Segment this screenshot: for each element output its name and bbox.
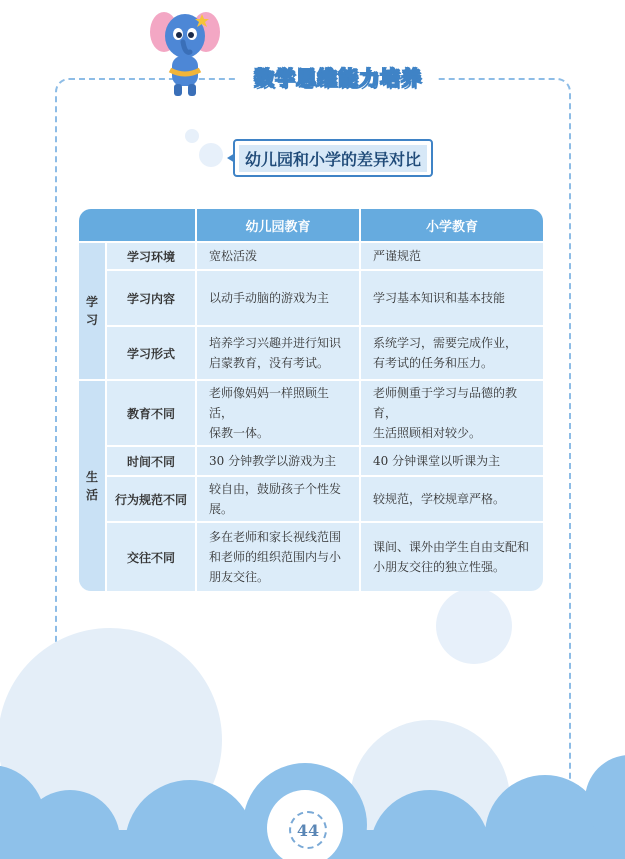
table-row	[79, 475, 543, 521]
bubble-decoration	[185, 129, 199, 143]
table-row	[79, 379, 543, 445]
kindergarten-cell: 多在老师和家长视线范围 和老师的组织范围内与小 朋友交往。	[197, 521, 361, 591]
header-primary: 小学教育	[361, 209, 543, 241]
header-kindergarten: 幼儿园教育	[197, 209, 361, 241]
section-title: 幼儿园和小学的差异对比	[239, 145, 427, 172]
primary-cell: 课间、课外由学生自由支配和 小朋友交往的独立性强。	[361, 521, 543, 591]
bubble-decoration	[199, 143, 223, 167]
page-number: 44	[289, 811, 327, 849]
kindergarten-cell: 以动手动脑的游戏为主	[197, 269, 361, 325]
kindergarten-cell: 培养学习兴趣并进行知识 启蒙教育，没有考试。	[197, 325, 361, 379]
elephant-mascot-icon	[150, 4, 220, 100]
primary-cell: 学习基本知识和基本技能	[361, 269, 543, 325]
primary-cell: 40 分钟课堂以听课为主	[361, 445, 543, 475]
kindergarten-cell: 老师像妈妈一样照顾生活， 保教一体。	[197, 379, 361, 445]
row-item: 学习内容	[107, 269, 197, 325]
group-label-study: 学 习	[79, 241, 107, 379]
series-banner	[238, 56, 438, 96]
primary-cell: 较规范，学校规章严格。	[361, 475, 543, 521]
row-item: 行为规范不同	[107, 475, 197, 521]
kindergarten-cell: 30 分钟教学以游戏为主	[197, 445, 361, 475]
primary-cell: 严谨规范	[361, 241, 543, 269]
kindergarten-cell: 宽松活泼	[197, 241, 361, 269]
table-header-row	[79, 209, 543, 241]
row-item: 学习环境	[107, 241, 197, 269]
table-row	[79, 445, 543, 475]
comparison-table	[79, 209, 543, 591]
header-corner	[79, 209, 197, 241]
primary-cell: 老师侧重于学习与品德的教育， 生活照顾相对较少。	[361, 379, 543, 445]
primary-cell: 系统学习，需要完成作业， 有考试的任务和压力。	[361, 325, 543, 379]
section-title-box	[233, 139, 433, 177]
series-banner-title: 数学思维能力培养	[254, 65, 422, 90]
kindergarten-cell: 较自由，鼓励孩子个性发展。	[197, 475, 361, 521]
group-label-life: 生 活	[79, 379, 107, 591]
row-item: 时间不同	[107, 445, 197, 475]
row-item: 教育不同	[107, 379, 197, 445]
table-row	[79, 241, 543, 269]
row-item: 学习形式	[107, 325, 197, 379]
table-row	[79, 325, 543, 379]
row-item: 交往不同	[107, 521, 197, 591]
table-row	[79, 269, 543, 325]
